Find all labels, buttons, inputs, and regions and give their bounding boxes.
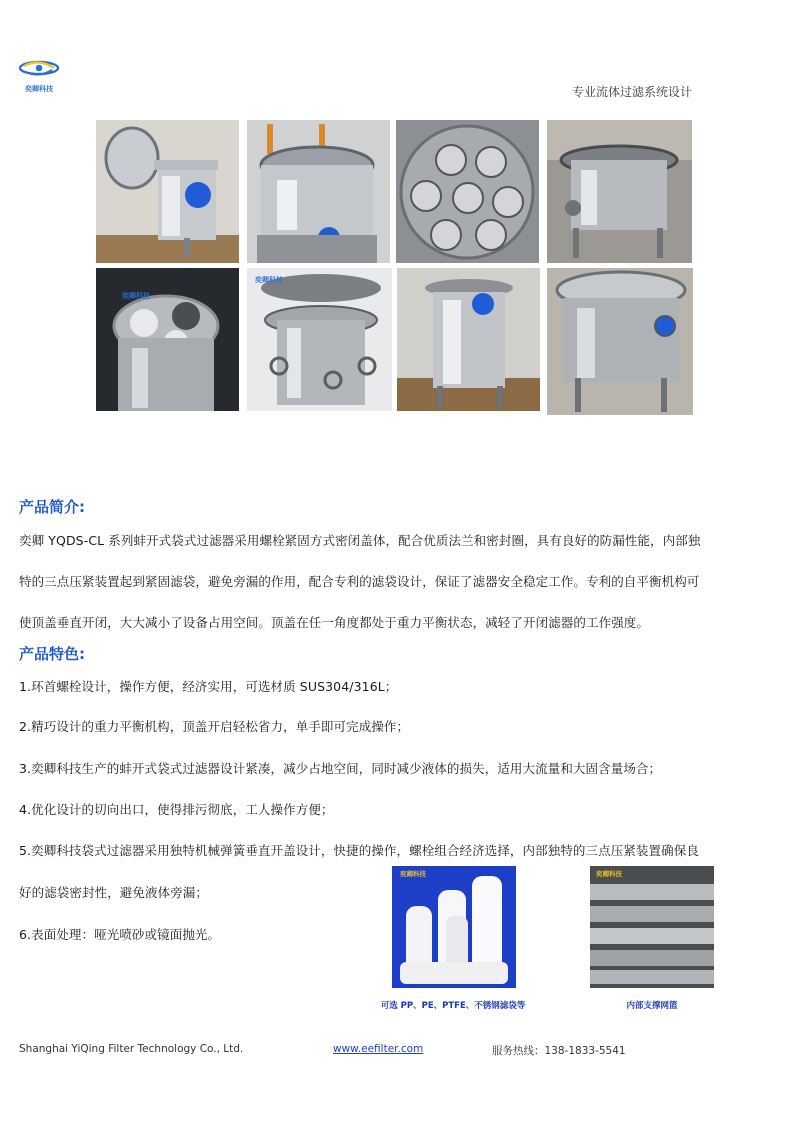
footer-company: Shanghai YiQing Filter Technology Co., Ltd. [19, 1043, 244, 1055]
photo-swing-bolts-lid-raised [247, 268, 392, 411]
photo-multi-bag-top-view [396, 120, 539, 263]
photo-vertical-lift-blue-cap [397, 268, 540, 411]
company-logo [18, 56, 60, 96]
photo-multi-bag-housing [96, 268, 239, 411]
caption-filter-bags: 可选 PP、PE、PTFE、不锈钢滤袋等 [380, 1001, 526, 1011]
photo-support-basket [590, 866, 714, 988]
feature-line: 4.优化设计的切向出口，使得排污彻底，工人操作方便； [19, 802, 334, 817]
feature-line: 1.环首螺栓设计，操作方便，经济实用，可选材质 SUS304/316L； [19, 679, 398, 694]
photo-top-open-inside [247, 120, 390, 263]
photo-clamp-ring-open [547, 120, 692, 263]
photo-watermark: 奕卿科技 [255, 276, 283, 284]
photo-lid-closed-sight-glass [547, 268, 693, 415]
features-title: 产品特色: [19, 645, 85, 663]
intro-line: 奕卿 YQDS-CL 系列蚌开式袋式过滤器采用螺栓紧固方式密闭盖体，配合优质法兰和密封圈，具有良好的防漏性能，内部独 [19, 533, 701, 548]
intro-title: 产品简介: [19, 498, 85, 516]
feature-line: 好的滤袋密封性，避免液体旁漏； [19, 885, 209, 900]
svg-text:奕卿科技: 奕卿科技 [25, 85, 53, 93]
photo-watermark: 奕卿科技 [122, 292, 150, 300]
photo-watermark: 奕卿科技 [400, 870, 426, 878]
feature-line: 6.表面处理：哑光喷砂或镜面抛光。 [19, 927, 221, 942]
photo-watermark: 奕卿科技 [596, 870, 622, 878]
feature-line: 2.精巧设计的重力平衡机构，顶盖开启轻松省力，单手即可完成操作； [19, 719, 410, 734]
intro-line: 特的三点压紧装置起到紧固滤袋，避免旁漏的作用，配合专利的滤袋设计，保证了滤器安全稳定工作。专利的自平衡机构可 [19, 574, 700, 589]
header-tagline: 专业流体过滤系统设计 [572, 85, 693, 99]
photo-filter-bags [392, 866, 516, 988]
intro-line: 使顶盖垂直开闭，大大减小了设备占用空间。顶盖在任一角度都处于重力平衡状态，减轻了开闭滤器的工作强度。 [19, 615, 650, 630]
feature-line: 5.奕卿科技袋式过滤器采用独特机械弹簧垂直开盖设计，快捷的操作，螺栓组合经济选择，内部独特的三点压紧装置确保良 [19, 843, 699, 858]
photo-lid-open-blue-window [96, 120, 239, 263]
caption-support-basket: 内部支撑网篮 [626, 1001, 678, 1011]
footer-hotline: 服务热线：138-1833-5541 [492, 1045, 626, 1057]
feature-line: 3.奕卿科技生产的蚌开式袋式过滤器设计紧凑，减少占地空间，同时减少液体的损失，适用大流量和大固含量场合； [19, 761, 662, 776]
footer-website-link[interactable]: www.eefilter.com [333, 1043, 424, 1055]
